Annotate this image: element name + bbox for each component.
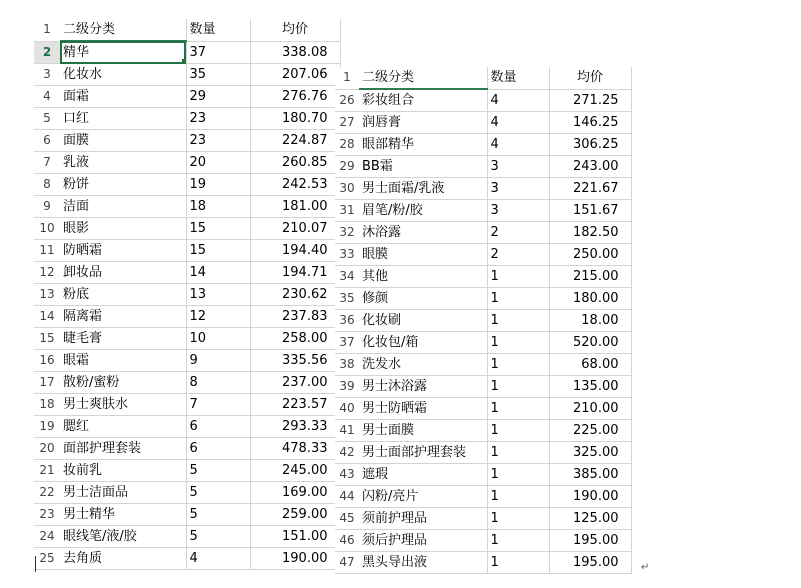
row-number[interactable]: 5 — [34, 108, 60, 130]
category-cell[interactable]: 沐浴露 — [359, 222, 487, 244]
count-cell[interactable]: 3 — [487, 178, 549, 200]
count-cell[interactable]: 29 — [186, 86, 250, 108]
category-cell[interactable]: 男士洁面品 — [60, 482, 186, 504]
table-row — [335, 200, 631, 222]
table-row — [34, 152, 340, 174]
avg-price-cell[interactable]: 180.00 — [549, 288, 631, 310]
count-cell[interactable]: 5 — [186, 482, 250, 504]
avg-price-cell[interactable]: 151.67 — [549, 200, 631, 222]
row-number[interactable]: 45 — [335, 508, 359, 530]
count-cell[interactable]: 10 — [186, 328, 250, 350]
category-cell[interactable]: 化妆水 — [60, 64, 186, 86]
table-row — [34, 548, 340, 570]
row-number[interactable]: 47 — [335, 552, 359, 574]
count-cell[interactable]: 1 — [487, 486, 549, 508]
avg-price-cell[interactable]: 271.25 — [549, 89, 631, 112]
category-cell[interactable]: 眼部精华 — [359, 134, 487, 156]
category-cell[interactable]: 防晒霜 — [60, 240, 186, 262]
header-avg-price[interactable]: 均价 — [250, 19, 340, 41]
category-cell[interactable]: 眼线笔/液/胶 — [60, 526, 186, 548]
count-cell[interactable]: 1 — [487, 398, 549, 420]
avg-price-cell[interactable]: 68.00 — [549, 354, 631, 376]
avg-price-cell[interactable]: 258.00 — [250, 328, 340, 350]
table-row — [34, 240, 340, 262]
row-number[interactable]: 10 — [34, 218, 60, 240]
avg-price-cell[interactable]: 195.00 — [549, 552, 631, 574]
table-row — [335, 552, 631, 574]
row-number[interactable]: 3 — [34, 64, 60, 86]
category-cell[interactable]: 黑头导出液 — [359, 552, 487, 574]
category-cell[interactable]: 男士沐浴露 — [359, 376, 487, 398]
avg-price-cell[interactable]: 190.00 — [549, 486, 631, 508]
table-row — [335, 288, 631, 310]
count-cell[interactable]: 37 — [186, 41, 250, 64]
table-row — [335, 508, 631, 530]
table-row — [34, 218, 340, 240]
category-cell[interactable]: 洗发水 — [359, 354, 487, 376]
row-number[interactable]: 37 — [335, 332, 359, 354]
count-cell[interactable]: 6 — [186, 438, 250, 460]
table-row — [335, 244, 631, 266]
category-cell[interactable]: 男士面部护理套装 — [359, 442, 487, 464]
avg-price-cell[interactable]: 223.57 — [250, 394, 340, 416]
avg-price-cell[interactable]: 325.00 — [549, 442, 631, 464]
count-cell[interactable]: 4 — [186, 548, 250, 570]
count-cell[interactable]: 7 — [186, 394, 250, 416]
count-cell[interactable]: 2 — [487, 244, 549, 266]
row-number[interactable]: 11 — [34, 240, 60, 262]
category-cell[interactable]: 男士面膜 — [359, 420, 487, 442]
avg-price-cell[interactable]: 182.50 — [549, 222, 631, 244]
table-row — [34, 262, 340, 284]
category-cell[interactable]: 闪粉/亮片 — [359, 486, 487, 508]
count-cell[interactable]: 1 — [487, 376, 549, 398]
table-row — [34, 482, 340, 504]
count-cell[interactable]: 6 — [186, 416, 250, 438]
avg-price-cell[interactable]: 520.00 — [549, 332, 631, 354]
table-row — [34, 460, 340, 482]
table-row — [335, 156, 631, 178]
row-number[interactable]: 38 — [335, 354, 359, 376]
row-number[interactable]: 39 — [335, 376, 359, 398]
row-number[interactable]: 1 — [335, 67, 359, 89]
avg-price-cell[interactable]: 215.00 — [549, 266, 631, 288]
table-row — [34, 438, 340, 460]
row-number[interactable]: 44 — [335, 486, 359, 508]
avg-price-cell[interactable]: 146.25 — [549, 112, 631, 134]
category-cell[interactable]: 彩妆组合 — [359, 89, 487, 112]
row-number[interactable]: 46 — [335, 530, 359, 552]
category-cell[interactable]: 男士爽肤水 — [60, 394, 186, 416]
count-cell[interactable]: 15 — [186, 240, 250, 262]
avg-price-cell[interactable]: 190.00 — [250, 548, 340, 570]
table-row — [34, 328, 340, 350]
paragraph-mark: ↵ — [641, 562, 650, 573]
row-number[interactable]: 32 — [335, 222, 359, 244]
count-cell[interactable]: 1 — [487, 530, 549, 552]
row-number[interactable]: 36 — [335, 310, 359, 332]
category-cell[interactable]: 腮红 — [60, 416, 186, 438]
table-row — [34, 284, 340, 306]
category-cell[interactable]: 口红 — [60, 108, 186, 130]
row-number[interactable]: 35 — [335, 288, 359, 310]
header-category[interactable]: 二级分类 — [359, 67, 487, 89]
table-row — [335, 464, 631, 486]
count-cell[interactable]: 19 — [186, 174, 250, 196]
category-cell[interactable]: 散粉/蜜粉 — [60, 372, 186, 394]
right-data-table — [335, 67, 632, 574]
row-number[interactable]: 30 — [335, 178, 359, 200]
category-cell[interactable]: 男士精华 — [60, 504, 186, 526]
avg-price-cell[interactable]: 260.85 — [250, 152, 340, 174]
table-row — [335, 420, 631, 442]
avg-price-cell[interactable]: 210.00 — [549, 398, 631, 420]
row-number[interactable]: 15 — [34, 328, 60, 350]
count-cell[interactable]: 1 — [487, 552, 549, 574]
count-cell[interactable]: 12 — [186, 306, 250, 328]
category-cell[interactable]: 须后护理品 — [359, 530, 487, 552]
header-count[interactable]: 数量 — [487, 67, 549, 89]
avg-price-cell[interactable]: 276.76 — [250, 86, 340, 108]
table-row — [335, 332, 631, 354]
count-cell[interactable]: 15 — [186, 218, 250, 240]
table-row — [34, 394, 340, 416]
table-row — [34, 196, 340, 218]
table-row — [34, 86, 340, 108]
category-cell[interactable]: 粉饼 — [60, 174, 186, 196]
header-row — [34, 19, 340, 41]
table-row — [335, 442, 631, 464]
row-number[interactable]: 21 — [34, 460, 60, 482]
table-row — [335, 266, 631, 288]
count-cell[interactable]: 23 — [186, 130, 250, 152]
count-cell[interactable]: 5 — [186, 504, 250, 526]
count-cell[interactable]: 1 — [487, 332, 549, 354]
row-number[interactable]: 17 — [34, 372, 60, 394]
row-number[interactable]: 29 — [335, 156, 359, 178]
category-cell[interactable]: 去角质 — [60, 548, 186, 570]
table-row — [335, 354, 631, 376]
row-number[interactable]: 16 — [34, 350, 60, 372]
count-cell[interactable]: 2 — [487, 222, 549, 244]
row-number[interactable]: 1 — [34, 19, 60, 41]
count-cell[interactable]: 1 — [487, 288, 549, 310]
row-number[interactable]: 13 — [34, 284, 60, 306]
count-cell[interactable]: 1 — [487, 442, 549, 464]
count-cell[interactable]: 4 — [487, 112, 549, 134]
category-cell[interactable]: 面膜 — [60, 130, 186, 152]
avg-price-cell[interactable]: 125.00 — [549, 508, 631, 530]
header-row — [335, 67, 631, 89]
category-cell[interactable]: 化妆刷 — [359, 310, 487, 332]
row-number[interactable]: 4 — [34, 86, 60, 108]
table-row — [335, 530, 631, 552]
count-cell[interactable]: 1 — [487, 266, 549, 288]
header-category[interactable]: 二级分类 — [60, 19, 186, 41]
avg-price-cell[interactable]: 210.07 — [250, 218, 340, 240]
avg-price-cell[interactable]: 478.33 — [250, 438, 340, 460]
avg-price-cell[interactable]: 306.25 — [549, 134, 631, 156]
table-row — [335, 134, 631, 156]
table-row — [335, 310, 631, 332]
row-number[interactable]: 33 — [335, 244, 359, 266]
header-avg-price[interactable]: 均价 — [549, 67, 631, 89]
category-cell[interactable]: 眉笔/粉/胶 — [359, 200, 487, 222]
table-row — [34, 526, 340, 548]
count-cell[interactable]: 5 — [186, 526, 250, 548]
category-cell[interactable]: 修颜 — [359, 288, 487, 310]
avg-price-cell[interactable]: 181.00 — [250, 196, 340, 218]
row-number[interactable]: 41 — [335, 420, 359, 442]
count-cell[interactable]: 14 — [186, 262, 250, 284]
category-cell[interactable]: 润唇膏 — [359, 112, 487, 134]
row-number[interactable]: 18 — [34, 394, 60, 416]
table-row — [34, 350, 340, 372]
avg-price-cell[interactable]: 250.00 — [549, 244, 631, 266]
table-row — [34, 306, 340, 328]
table-row — [335, 398, 631, 420]
table-row — [34, 372, 340, 394]
avg-price-cell[interactable]: 225.00 — [549, 420, 631, 442]
avg-price-cell[interactable]: 230.62 — [250, 284, 340, 306]
category-cell[interactable]: 精华 — [60, 41, 186, 64]
table-row — [34, 130, 340, 152]
category-cell[interactable]: BB霜 — [359, 156, 487, 178]
table-row — [34, 416, 340, 438]
row-number[interactable]: 6 — [34, 130, 60, 152]
avg-price-cell[interactable]: 237.00 — [250, 372, 340, 394]
category-cell[interactable]: 其他 — [359, 266, 487, 288]
avg-price-cell[interactable]: 242.53 — [250, 174, 340, 196]
category-cell[interactable]: 须前护理品 — [359, 508, 487, 530]
category-cell[interactable]: 男士面霜/乳液 — [359, 178, 487, 200]
table-row — [34, 108, 340, 130]
count-cell[interactable]: 35 — [186, 64, 250, 86]
count-cell[interactable]: 1 — [487, 310, 549, 332]
table-row — [335, 376, 631, 398]
count-cell[interactable]: 1 — [487, 354, 549, 376]
count-cell[interactable]: 1 — [487, 464, 549, 486]
row-number[interactable]: 2 — [34, 41, 60, 64]
row-number[interactable]: 22 — [34, 482, 60, 504]
row-number[interactable]: 14 — [34, 306, 60, 328]
category-cell[interactable]: 乳液 — [60, 152, 186, 174]
avg-price-cell[interactable]: 243.00 — [549, 156, 631, 178]
avg-price-cell[interactable]: 293.33 — [250, 416, 340, 438]
avg-price-cell[interactable]: 207.06 — [250, 64, 340, 86]
row-number[interactable]: 8 — [34, 174, 60, 196]
count-cell[interactable]: 8 — [186, 372, 250, 394]
category-cell[interactable]: 眼膜 — [359, 244, 487, 266]
row-number[interactable]: 28 — [335, 134, 359, 156]
count-cell[interactable]: 4 — [487, 89, 549, 112]
avg-price-cell[interactable]: 18.00 — [549, 310, 631, 332]
row-number[interactable]: 20 — [34, 438, 60, 460]
category-cell[interactable]: 卸妆品 — [60, 262, 186, 284]
category-cell[interactable]: 睫毛膏 — [60, 328, 186, 350]
avg-price-cell[interactable]: 151.00 — [250, 526, 340, 548]
category-cell[interactable]: 眼影 — [60, 218, 186, 240]
avg-price-cell[interactable]: 259.00 — [250, 504, 340, 526]
count-cell[interactable]: 18 — [186, 196, 250, 218]
count-cell[interactable]: 20 — [186, 152, 250, 174]
category-cell[interactable]: 面部护理套装 — [60, 438, 186, 460]
row-number[interactable]: 40 — [335, 398, 359, 420]
row-number[interactable]: 12 — [34, 262, 60, 284]
count-cell[interactable]: 9 — [186, 350, 250, 372]
row-number[interactable]: 23 — [34, 504, 60, 526]
row-number[interactable]: 26 — [335, 89, 359, 112]
avg-price-cell[interactable]: 194.40 — [250, 240, 340, 262]
text-cursor — [35, 556, 36, 572]
count-cell[interactable]: 1 — [487, 420, 549, 442]
avg-price-cell[interactable]: 385.00 — [549, 464, 631, 486]
count-cell[interactable]: 13 — [186, 284, 250, 306]
table-row — [335, 178, 631, 200]
count-cell[interactable]: 1 — [487, 508, 549, 530]
header-count[interactable]: 数量 — [186, 19, 250, 41]
category-cell[interactable]: 洁面 — [60, 196, 186, 218]
category-cell[interactable]: 面霜 — [60, 86, 186, 108]
avg-price-cell[interactable]: 335.56 — [250, 350, 340, 372]
avg-price-cell[interactable]: 194.71 — [250, 262, 340, 284]
table-row — [335, 112, 631, 134]
left-data-table — [34, 19, 341, 570]
avg-price-cell[interactable]: 169.00 — [250, 482, 340, 504]
row-number[interactable]: 34 — [335, 266, 359, 288]
avg-price-cell[interactable]: 221.67 — [549, 178, 631, 200]
category-cell[interactable]: 隔离霜 — [60, 306, 186, 328]
category-cell[interactable]: 遮瑕 — [359, 464, 487, 486]
table-row — [335, 222, 631, 244]
count-cell[interactable]: 3 — [487, 200, 549, 222]
row-number[interactable]: 9 — [34, 196, 60, 218]
table-row — [34, 504, 340, 526]
row-number[interactable]: 7 — [34, 152, 60, 174]
table-row — [335, 89, 631, 112]
category-cell[interactable]: 男士防晒霜 — [359, 398, 487, 420]
table-row — [335, 486, 631, 508]
row-number[interactable]: 19 — [34, 416, 60, 438]
avg-price-cell[interactable]: 180.70 — [250, 108, 340, 130]
count-cell[interactable]: 23 — [186, 108, 250, 130]
count-cell[interactable]: 5 — [186, 460, 250, 482]
avg-price-cell[interactable]: 237.83 — [250, 306, 340, 328]
category-cell[interactable]: 粉底 — [60, 284, 186, 306]
category-cell[interactable]: 妆前乳 — [60, 460, 186, 482]
row-number[interactable]: 31 — [335, 200, 359, 222]
category-cell[interactable]: 眼霜 — [60, 350, 186, 372]
row-number[interactable]: 24 — [34, 526, 60, 548]
count-cell[interactable]: 3 — [487, 156, 549, 178]
row-number[interactable]: 25 — [34, 548, 60, 570]
table-row — [34, 41, 340, 64]
row-number[interactable]: 27 — [335, 112, 359, 134]
avg-price-cell[interactable]: 135.00 — [549, 376, 631, 398]
avg-price-cell[interactable]: 224.87 — [250, 130, 340, 152]
count-cell[interactable]: 4 — [487, 134, 549, 156]
avg-price-cell[interactable]: 245.00 — [250, 460, 340, 482]
row-number[interactable]: 42 — [335, 442, 359, 464]
row-number[interactable]: 43 — [335, 464, 359, 486]
avg-price-cell[interactable]: 195.00 — [549, 530, 631, 552]
table-row — [34, 64, 340, 86]
avg-price-cell[interactable]: 338.08 — [250, 41, 340, 64]
table-row — [34, 174, 340, 196]
category-cell[interactable]: 化妆包/箱 — [359, 332, 487, 354]
